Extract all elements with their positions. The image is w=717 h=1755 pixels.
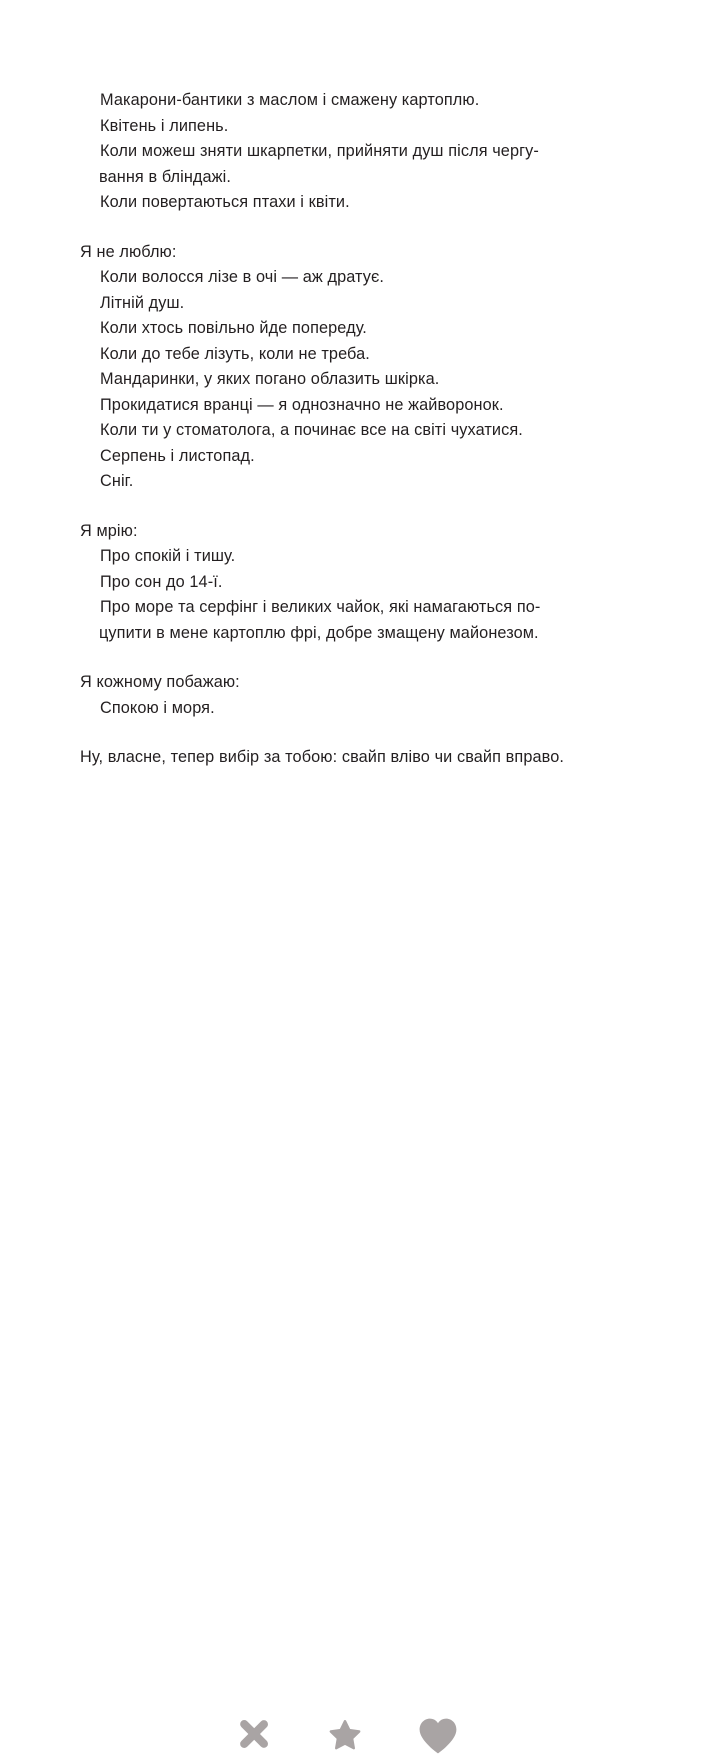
text-line: Коли до тебе лізуть, коли не треба. [100,344,370,363]
text-line: Сніг. [100,472,134,490]
paragraph-gap [80,721,628,745]
text-block [80,88,628,216]
text-block [80,240,628,495]
super-like-button[interactable] [329,1718,361,1750]
text-line: Коли ти у стоматолога, а починає все на світі чухатися. [100,421,523,439]
star-icon [329,1718,361,1750]
text-block [80,519,628,647]
section-heading: Ну, власне, тепер вибір за тобою: свайп вліво чи свайп вправо. [80,748,564,766]
paragraph-gap [80,216,628,240]
paragraph-gap [80,646,628,670]
text-line: Мандаринки, у яких погано облазить шкірка. [100,370,440,388]
text-line: Коли можеш зняти шкарпетки, прийняти душ після чергу- [100,142,539,160]
text-line: Коли повертаються птахи і квіти. [100,193,350,211]
section-heading: Я кожному побажаю: [80,673,240,691]
text-line: Про спокій і тишу. [100,547,236,565]
text-line: Квітень і липень. [100,116,229,135]
text-line: Літній душ. [100,293,185,312]
x-icon [234,1714,274,1754]
text-line: Коли хтось повільно йде попереду. [100,319,367,337]
text-line: цупити в мене картоплю фрі, добре змащену майонезом. [99,623,539,642]
text-line: Коли волосся лізе в очі — аж дратує. [100,268,385,286]
section-heading: Я мрію: [80,521,138,540]
text-line: Про сон до 14-ї. [100,572,223,591]
text-block [80,745,628,771]
section-heading: Я не люблю: [80,242,177,261]
heart-icon [418,1717,458,1755]
text-block [80,670,628,721]
nope-button[interactable] [234,1714,274,1754]
paragraph-gap [80,495,628,519]
text-line: вання в бліндажі. [99,167,232,186]
text-line: Про море та серфінг і великих чайок, які намагаються по- [100,598,541,616]
document-text-column [80,88,628,771]
like-button[interactable] [418,1717,458,1755]
swipe-actions-bar [0,856,717,904]
text-line: Спокою і моря. [100,698,215,717]
text-line: Прокидатися вранці — я однозначно не жайворонок. [100,395,504,414]
text-line: Серпень і листопад. [100,446,255,465]
text-line: Макарони-бантики з маслом і смажену картоплю. [100,91,480,109]
